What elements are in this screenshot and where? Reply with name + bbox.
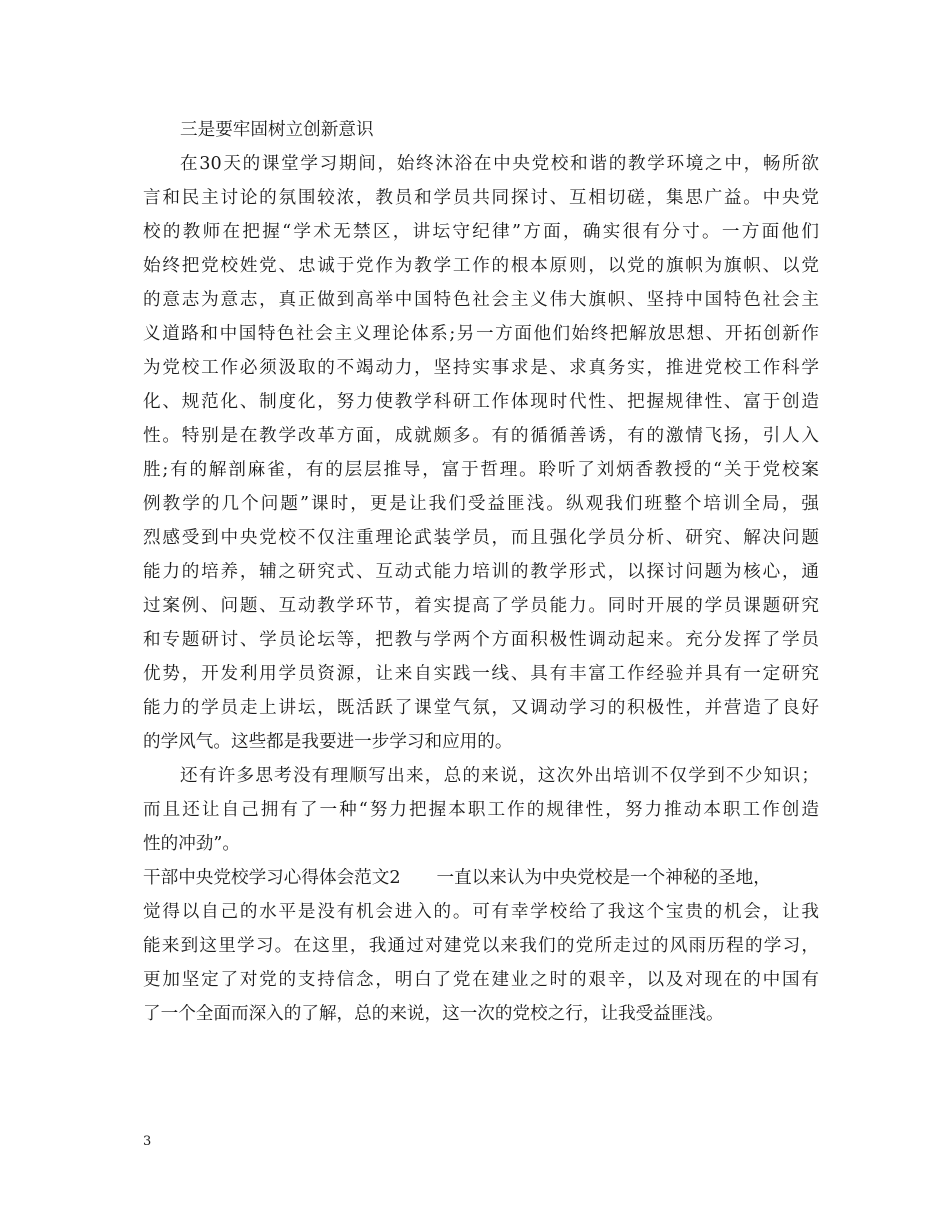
paragraph-line: 优势，开发利用学员资源，让来自实践一线、具有丰富工作经验并具有一定研究 <box>143 664 819 684</box>
article-title-line <box>143 864 819 892</box>
paragraph-line: 和专题研讨、学员论坛等，把教与学两个方面积极性调动起来。充分发挥了学员 <box>143 630 819 650</box>
paragraph-line: 校的教师在把握“学术无禁区，讲坛守纪律”方面，确实很有分寸。一方面他们 <box>143 222 819 242</box>
paragraph-line: 始终把党校姓党、忠诚于党作为教学工作的根本原则，以党的旗帜为旗帜、以党 <box>143 256 819 276</box>
paragraph-line: 在30天的课堂学习期间，始终沐浴在中央党校和谐的教学环境之中，畅所欲 <box>180 154 819 174</box>
paragraph-line: 能来到这里学习。在这里，我通过对建党以来我们的党所走过的风雨历程的学习， <box>143 936 819 956</box>
paragraph-line: 性。特别是在教学改革方面，成就颇多。有的循循善诱，有的激情飞扬，引人入 <box>143 426 819 446</box>
paragraph-line: 过案例、问题、互动教学环节，着实提高了学员能力。同时开展的学员课题研究 <box>143 596 819 616</box>
paragraph-line: 觉得以自己的水平是没有机会进入的。可有幸学校给了我这个宝贵的机会，让我 <box>143 902 819 922</box>
paragraph-line: 而且还让自己拥有了一种“努力把握本职工作的规律性，努力推动本职工作创造 <box>143 800 819 820</box>
paragraph-line: 的学风气。这些都是我要进一步学习和应用的。 <box>143 732 513 752</box>
paragraph-line: 能力的学员走上讲坛，既活跃了课堂气氛，又调动学习的积极性，并营造了良好 <box>143 698 819 718</box>
article-first-line: 一直以来认为中央党校是一个神秘的圣地， <box>436 868 771 888</box>
paragraph-line: 为党校工作必须汲取的不竭动力，坚持实事求是、求真务实，推进党校工作科学 <box>143 358 819 378</box>
paragraph-line: 还有许多思考没有理顺写出来，总的来说，这次外出培训不仅学到不少知识； <box>180 766 819 786</box>
article-title: 干部中央党校学习心得体会范文2 <box>143 868 401 888</box>
paragraph-line: 的意志为意志，真正做到高举中国特色社会主义伟大旗帜、坚持中国特色社会主 <box>143 290 819 310</box>
paragraph-line: 了一个全面而深入的了解，总的来说，这一次的党校之行，让我受益匪浅。 <box>143 1004 724 1024</box>
page-number: 3 <box>143 1134 152 1149</box>
paragraph-line: 化、规范化、制度化，努力使教学科研工作体现时代性、把握规律性、富于创造 <box>143 392 819 412</box>
paragraph-line: 例教学的几个问题”课时，更是让我们受益匪浅。纵观我们班整个培训全局，强 <box>143 494 819 514</box>
paragraph-line: 更加坚定了对党的支持信念，明白了党在建业之时的艰辛，以及对现在的中国有 <box>143 970 819 990</box>
section-heading: 三是要牢固树立创新意识 <box>180 120 374 140</box>
paragraph-line: 胜;有的解剖麻雀，有的层层推导，富于哲理。聆听了刘炳香教授的“关于党校案 <box>143 460 819 480</box>
paragraph-line: 义道路和中国特色社会主义理论体系;另一方面他们始终把解放思想、开拓创新作 <box>143 324 819 344</box>
paragraph-line: 性的冲劲”。 <box>143 834 240 854</box>
paragraph-line: 言和民主讨论的氛围较浓，教员和学员共同探讨、互相切磋，集思广益。中央党 <box>143 188 819 208</box>
paragraph-line: 能力的培养，辅之研究式、互动式能力培训的教学形式，以探讨问题为核心，通 <box>143 562 819 582</box>
paragraph-line: 烈感受到中央党校不仅注重理论武装学员，而且强化学员分析、研究、解决问题 <box>143 528 819 548</box>
